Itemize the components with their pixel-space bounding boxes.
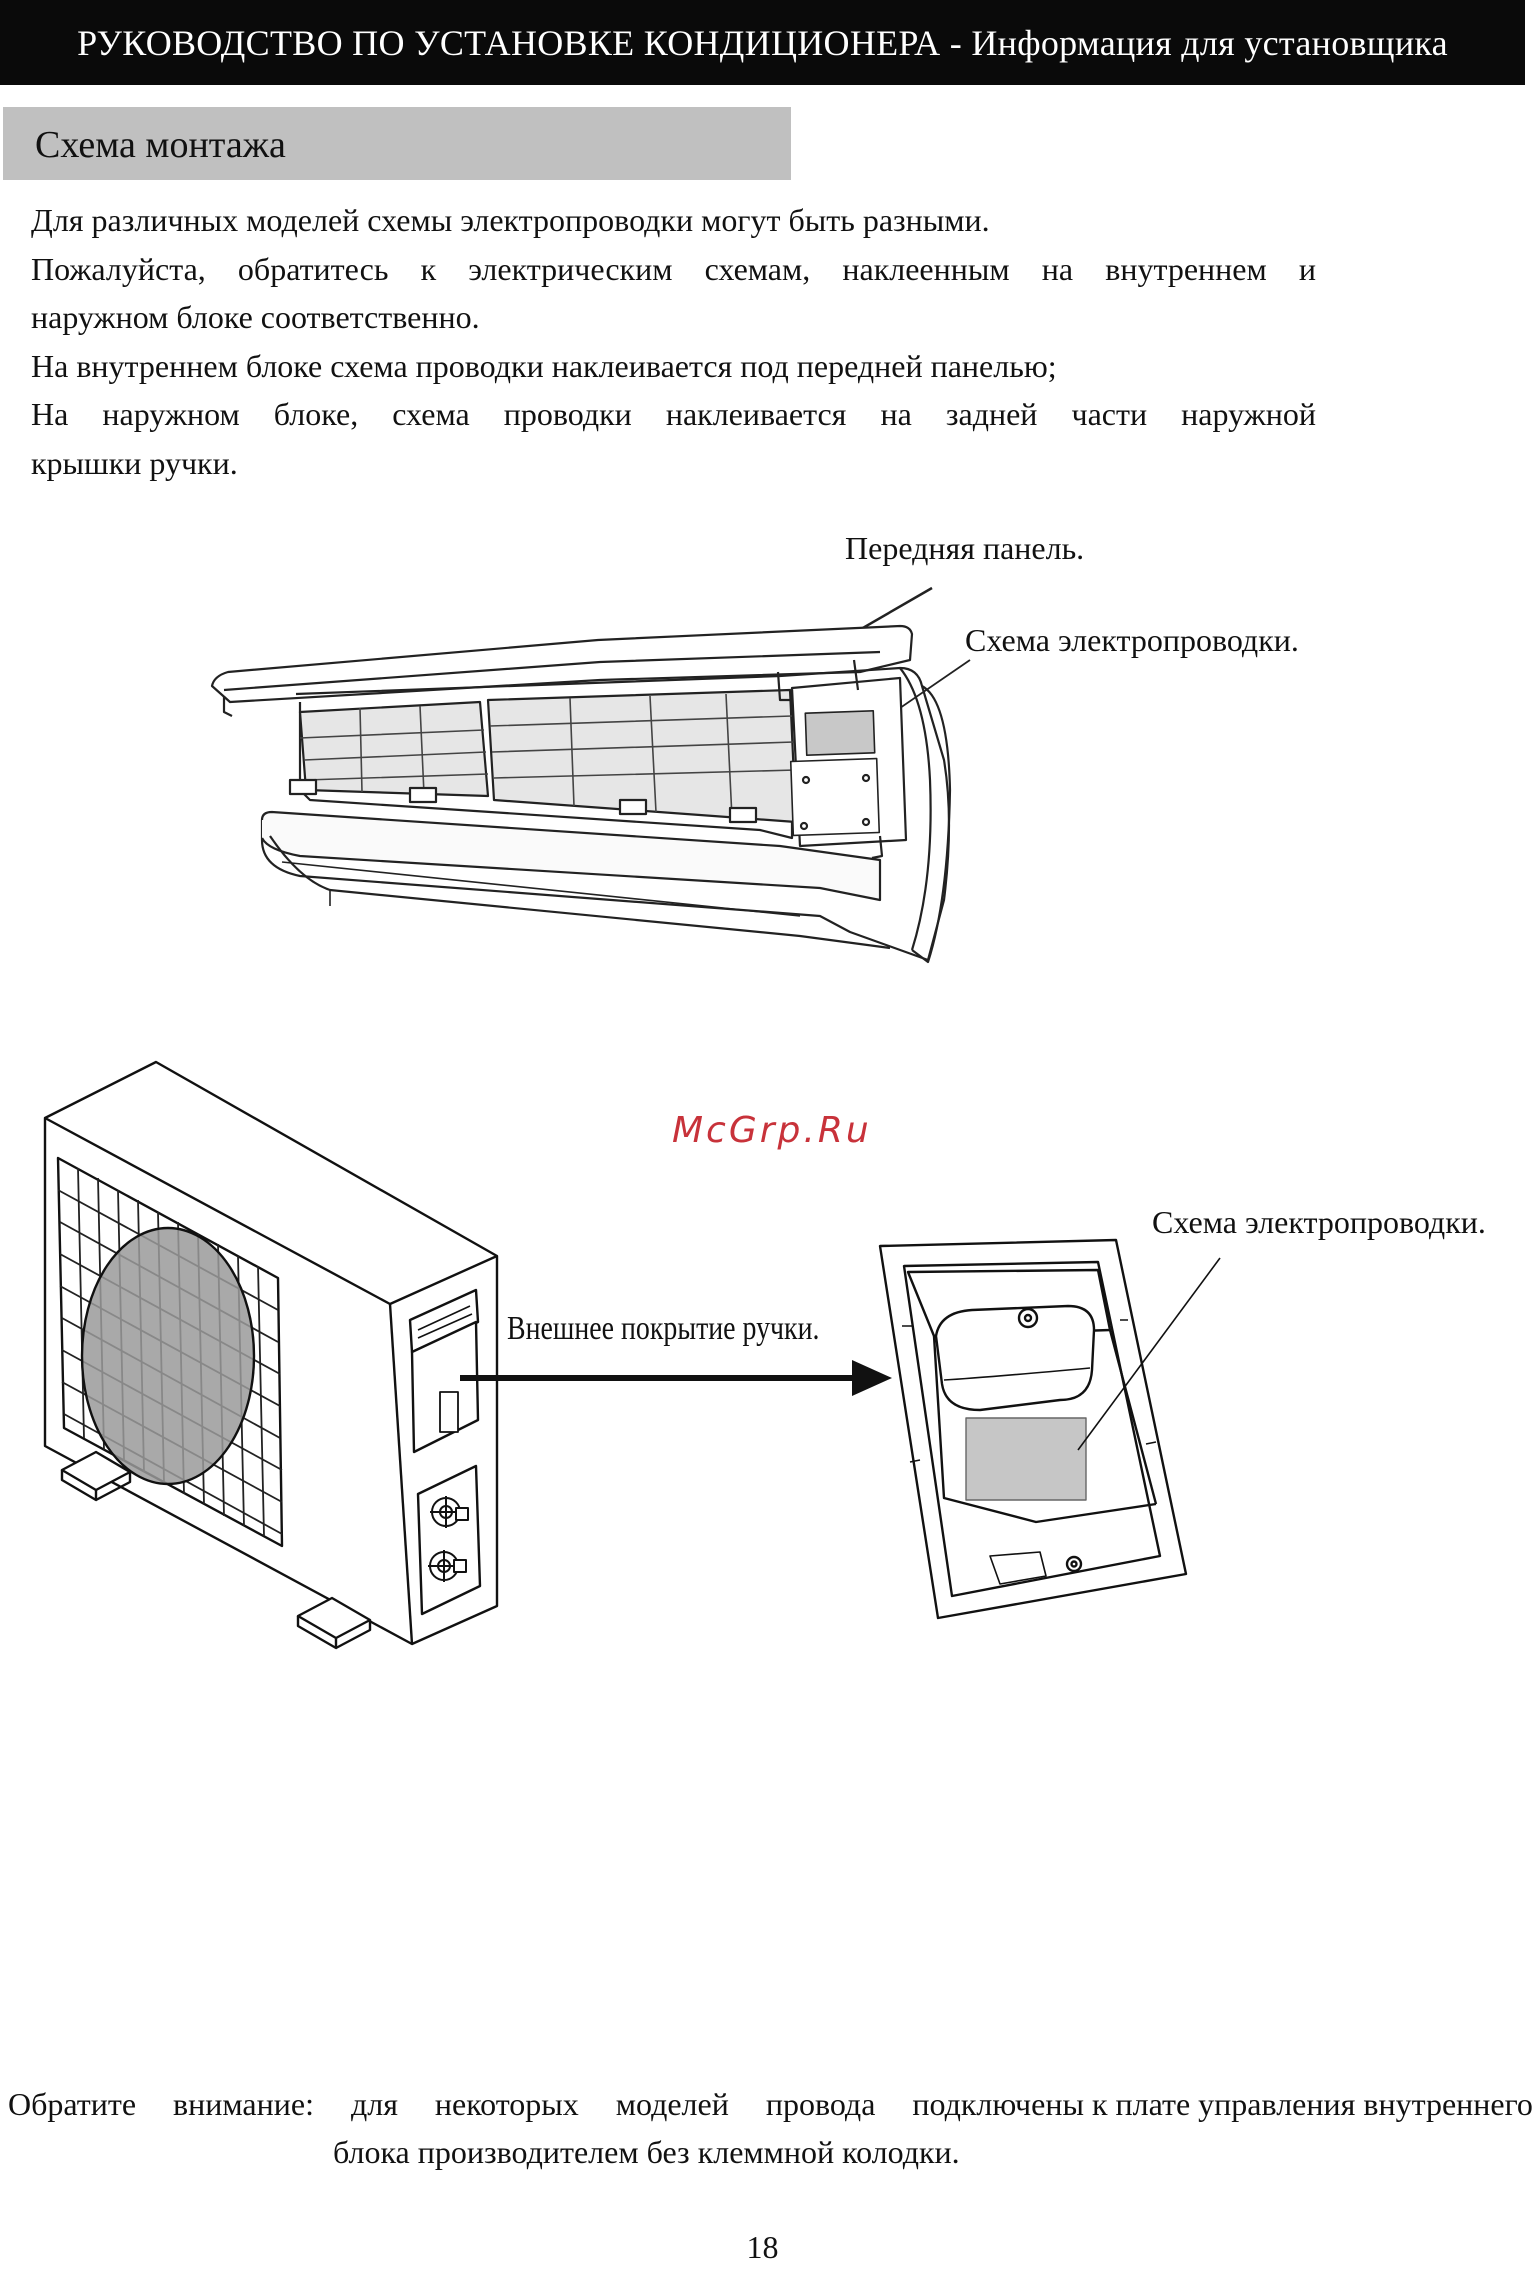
outdoor-unit-illustration: [45, 1062, 1220, 1648]
note-word: внимание:: [173, 2086, 314, 2122]
note-word: моделей: [615, 2086, 729, 2122]
front-panel-label: Передняя панель.: [845, 530, 1085, 566]
intro-line: На наружном блоке, схема проводки наклеивается на задней части наружной: [31, 396, 1316, 432]
intro-line: наружном блоке соответственно.: [31, 299, 480, 335]
note-word: для: [350, 2086, 398, 2122]
note-line-1: [8, 2080, 1533, 2128]
note-line-2: блока производителем без клеммной колодки.: [333, 2134, 960, 2170]
indoor-wiring-label: Схема электропроводки.: [965, 622, 1299, 658]
note-word: некоторых: [434, 2086, 579, 2122]
note-word: провода: [765, 2086, 876, 2122]
installer-note: [8, 2080, 1533, 2176]
note-word: подключены к плате управления внутреннего: [912, 2086, 1533, 2122]
watermark: McGrp.Ru: [672, 1110, 872, 1151]
intro-line: Для различных моделей схемы электропроводки могут быть разными.: [31, 202, 990, 238]
section-title: Схема монтажа: [35, 124, 286, 166]
indoor-unit-illustration: [212, 588, 970, 962]
handle-cover-label: Внешнее покрытие ручки.: [507, 1310, 820, 1347]
header-title: РУКОВОДСТВО ПО УСТАНОВКЕ КОНДИЦИОНЕРА - Информация для установщика: [77, 22, 1448, 63]
note-word: Обратите: [8, 2086, 137, 2122]
outdoor-wiring-label: Схема электропроводки.: [1152, 1204, 1486, 1240]
page-number: 18: [746, 2229, 779, 2265]
intro-line: Пожалуйста, обратитесь к электрическим схемам, наклеенным на внутреннем и: [31, 250, 1316, 287]
intro-line: На внутреннем блоке схема проводки наклеивается под передней панелью;: [31, 347, 1057, 384]
intro-line: крышки ручки.: [31, 444, 238, 481]
